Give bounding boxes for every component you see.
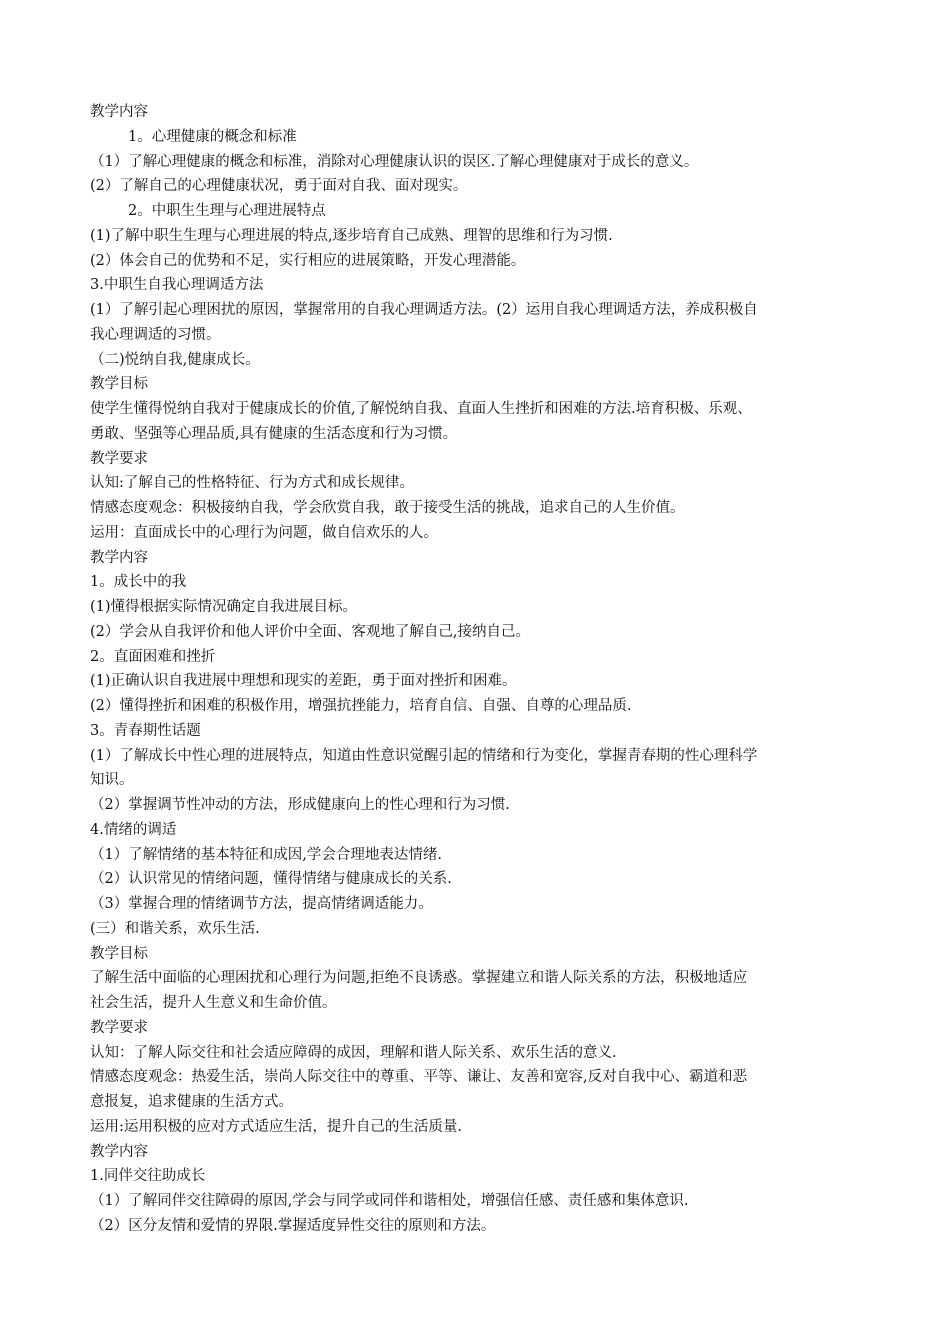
heading-teaching-content: 教学内容 bbox=[90, 1143, 148, 1160]
section-heading: 1.同伴交往助成长 bbox=[90, 1168, 206, 1185]
paragraph-line: (1)了解中职生生理与心理进展的特点,逐步培育自己成熟、理智的思维和行为习惯. bbox=[90, 227, 613, 244]
paragraph-line: 知识。 bbox=[90, 772, 134, 789]
heading-teaching-requirement: 教学要求 bbox=[90, 1019, 148, 1036]
paragraph-line: 使学生懂得悦纳自我对于健康成长的价值,了解悦纳自我、直面人生挫折和困难的方法.培育积极、乐观、 bbox=[90, 401, 752, 417]
document-page bbox=[90, 100, 865, 1239]
paragraph-line: 运用:运用积极的应对方式适应生活，提升自己的生活质量. bbox=[90, 1118, 462, 1135]
paragraph-line: (1)正确认识自我进展中理想和现实的差距，勇于面对挫折和困难。 bbox=[90, 673, 517, 690]
paragraph-line: (1)懂得根据实际情况确定自我进展目标。 bbox=[90, 599, 358, 615]
paragraph-line: 认知:了解自己的性格特征、行为方式和成长规律。 bbox=[90, 475, 414, 492]
section-heading: 3.中职生自我心理调适方法 bbox=[90, 277, 264, 294]
section-heading: 1。成长中的我 bbox=[90, 574, 187, 591]
paragraph-line: （1）了解同伴交往障碍的原因,学会与同学或同伴和谐相处，增强信任感、责任感和集体意识. bbox=[90, 1193, 689, 1209]
heading-teaching-content: 教学内容 bbox=[90, 549, 148, 566]
paragraph-line: 社会生活，提升人生意义和生命价值。 bbox=[90, 995, 337, 1011]
paragraph-line: 勇敢、坚强等心理品质,具有健康的生活态度和行为习惯。 bbox=[90, 425, 458, 442]
paragraph-line: 意报复，追求健康的生活方式。 bbox=[90, 1094, 293, 1110]
paragraph-line: （2）掌握调节性冲动的方法，形成健康向上的性心理和行为习惯. bbox=[90, 797, 510, 813]
paragraph-line: （3）掌握合理的情绪调节方法，提高情绪调适能力。 bbox=[90, 896, 433, 912]
heading-teaching-content: 教学内容 bbox=[90, 104, 148, 120]
chapter-heading: （二)悦纳自我,健康成长。 bbox=[90, 351, 260, 368]
paragraph-line: 情感态度观念：积极接纳自我，学会欣赏自我，敢于接受生活的挑战，追求自己的人生价值。 bbox=[90, 500, 685, 516]
paragraph-line: (2）懂得挫折和困难的积极作用，增强抗挫能力，培育自信、自强、自尊的心理品质. bbox=[90, 698, 632, 714]
section-heading: 2。直面困难和挫折 bbox=[90, 648, 216, 665]
paragraph-line: （2）区分友情和爱情的界限.掌握适度异性交往的原则和方法。 bbox=[90, 1217, 496, 1234]
paragraph-line: (2）体会自己的优势和不足，实行相应的进展策略，开发心理潜能。 bbox=[90, 252, 526, 269]
paragraph-line: 情感态度观念：热爱生活，崇尚人际交往中的尊重、平等、谦让、友善和宽容,反对自我中心、霸道和恶 bbox=[90, 1069, 748, 1086]
paragraph-line: 我心理调适的习惯。 bbox=[90, 326, 221, 343]
paragraph-line: (1）了解引起心理困扰的原因，掌握常用的自我心理调适方法。(2）运用自我心理调适方法，养成积极自 bbox=[90, 302, 758, 318]
paragraph-line: 了解生活中面临的心理困扰和心理行为问题,拒绝不良诱惑。掌握建立和谐人际关系的方法，积极地适应 bbox=[90, 970, 748, 987]
section-heading: 3。青春期性话题 bbox=[90, 722, 201, 739]
section-heading: 4.情绪的调适 bbox=[90, 821, 177, 838]
paragraph-line: （2）认识常见的情绪问题，懂得情绪与健康成长的关系. bbox=[90, 871, 452, 888]
paragraph-line: (1）了解成长中性心理的进展特点，知道由性意识觉醒引起的情绪和行为变化，掌握青春期的性心理科学 bbox=[90, 747, 758, 764]
heading-teaching-requirement: 教学要求 bbox=[90, 450, 148, 467]
section-heading: 2。中职生生理与心理进展特点 bbox=[128, 203, 326, 219]
paragraph-line: 认知：了解人际交往和社会适应障碍的成因，理解和谐人际关系、欢乐生活的意义. bbox=[90, 1044, 617, 1061]
paragraph-line: （1）了解心理健康的概念和标准，消除对心理健康认识的误区.了解心理健康对于成长的意义。 bbox=[90, 153, 699, 170]
paragraph-line: （1）了解情绪的基本特征和成因,学会合理地表达情绪. bbox=[90, 846, 442, 863]
chapter-heading: (三）和谐关系，欢乐生活. bbox=[90, 920, 260, 937]
paragraph-line: 运用：直面成长中的心理行为问题，做自信欢乐的人。 bbox=[90, 524, 438, 541]
heading-teaching-goal: 教学目标 bbox=[90, 945, 148, 962]
section-heading: 1。心理健康的概念和标准 bbox=[128, 128, 297, 145]
paragraph-line: (2）了解自己的心理健康状况，勇于面对自我、面对现实。 bbox=[90, 178, 468, 195]
heading-teaching-goal: 教学目标 bbox=[90, 376, 148, 393]
paragraph-line: (2）学会从自我评价和他人评价中全面、客观地了解自己,接纳自己。 bbox=[90, 623, 530, 640]
